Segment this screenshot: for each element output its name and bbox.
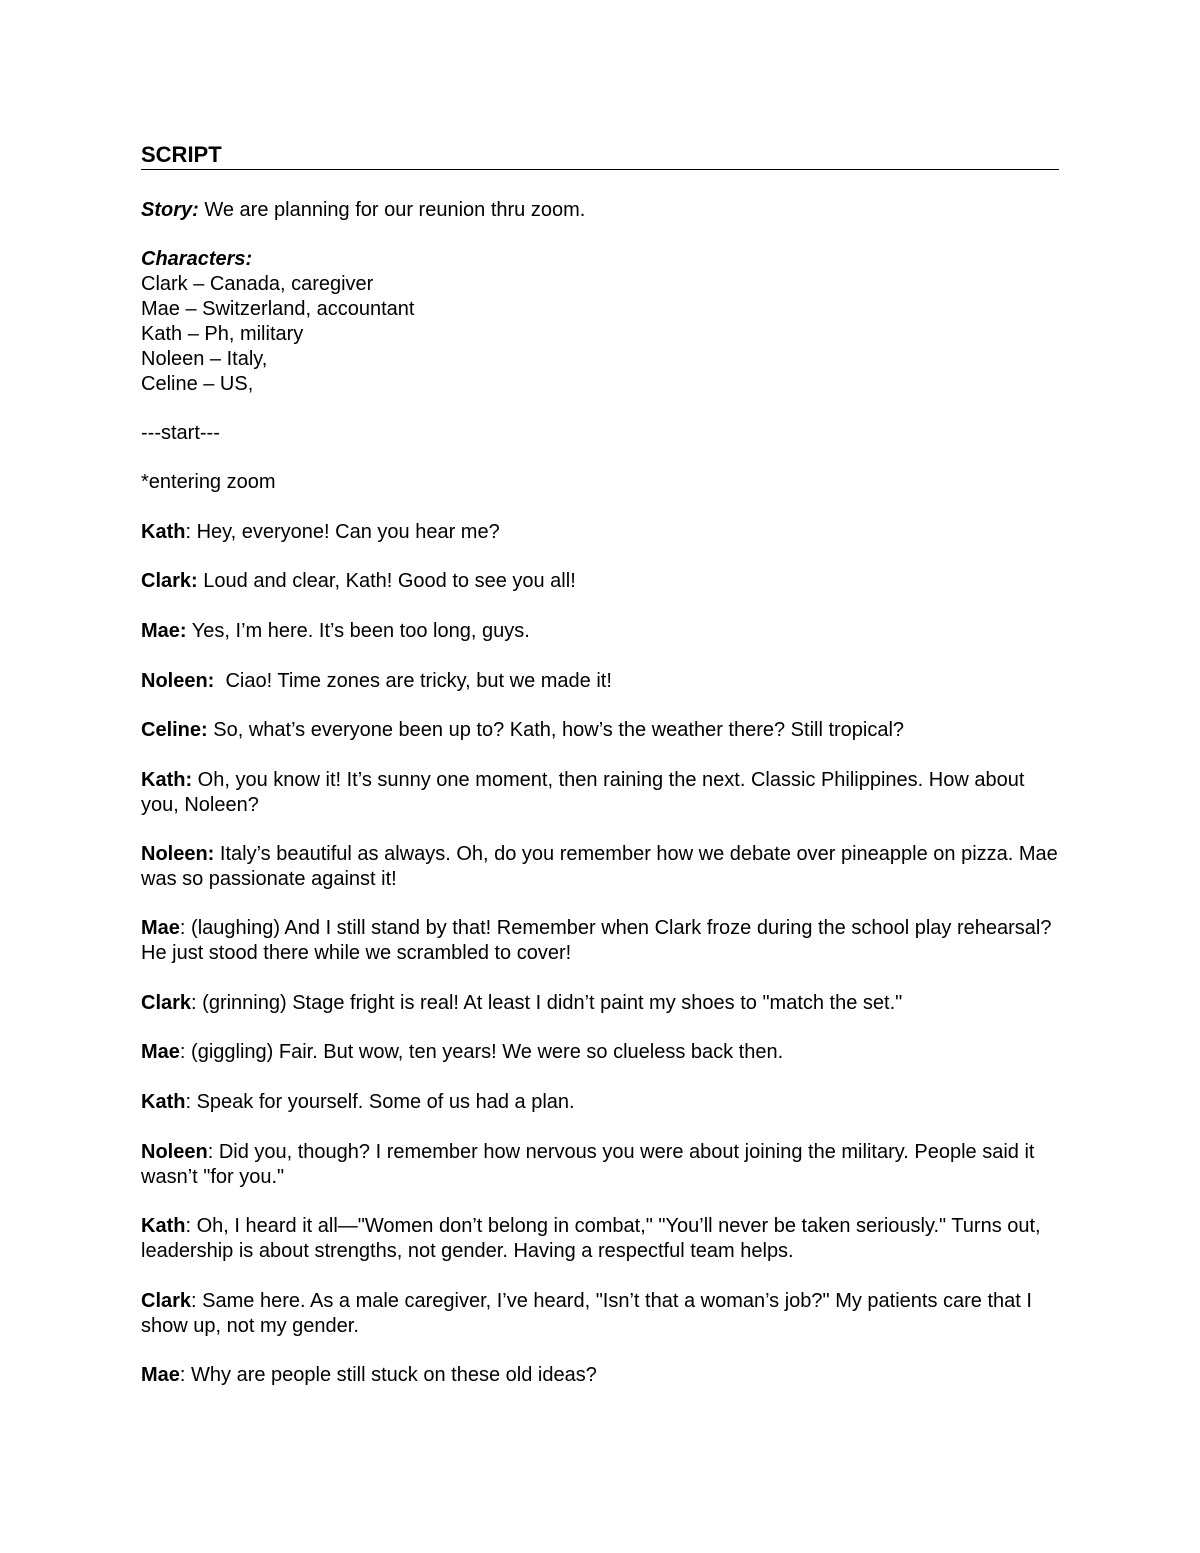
speaker-name: Mae — [141, 1041, 180, 1063]
dialogue-text: Same here. As a male caregiver, I’ve heard, "Isn’t that a woman’s job?" My patients care that I show up, not my gender. — [141, 1290, 1032, 1337]
speaker-name: Clark — [141, 992, 192, 1014]
speaker-name: Kath — [141, 1215, 186, 1237]
document-title: SCRIPT — [141, 142, 1059, 170]
dialogue-line — [141, 569, 1059, 594]
dialogue-text: Speak for yourself. Some of us had a plan. — [196, 1091, 575, 1113]
dialogue-text: Oh, you know it! It’s sunny one moment, then raining the next. Classic Philippines. How about you, Noleen? — [141, 769, 1025, 816]
character-entry: Kath – Ph, military — [141, 323, 304, 345]
dialogue-text: Italy’s beautiful as always. Oh, do you remember how we debate over pineapple on pizza. Mae was so passionate against it! — [141, 843, 1058, 890]
speaker-separator: : — [185, 1091, 197, 1113]
speaker-separator: : — [179, 1364, 192, 1386]
dialogue-line — [141, 718, 1059, 743]
dialogue-line — [141, 991, 1059, 1016]
character-entry: Mae – Switzerland, accountant — [141, 298, 415, 320]
story-text: We are planning for our reunion thru zoom. — [198, 199, 586, 221]
speaker-name: Kath — [141, 521, 186, 543]
dialogue-line — [141, 1040, 1059, 1065]
dialogue-line — [141, 916, 1059, 966]
speaker-name: Noleen: — [141, 843, 215, 865]
characters-section — [141, 247, 1059, 397]
speaker-name: Clark — [141, 1290, 192, 1312]
dialogue-text: Loud and clear, Kath! Good to see you all! — [203, 570, 576, 592]
speaker-name: Kath: — [141, 769, 193, 791]
speaker-separator: : — [207, 1141, 219, 1163]
dialogue-line — [141, 619, 1059, 644]
character-entry: Clark – Canada, caregiver — [141, 273, 374, 295]
speaker-name: Mae: — [141, 620, 187, 642]
speaker-name: Mae — [141, 1364, 180, 1386]
speaker-name: Clark: — [141, 570, 198, 592]
speaker-separator: : — [185, 1215, 197, 1237]
speaker-separator: : — [179, 1041, 192, 1063]
dialogue-text: Yes, I’m here. It’s been too long, guys. — [191, 620, 530, 642]
speaker-separator: : — [179, 917, 192, 939]
character-entry: Noleen – Italy, — [141, 348, 268, 370]
speaker-name: Kath — [141, 1091, 186, 1113]
dialogue-text: (giggling) Fair. But wow, ten years! We were so clueless back then. — [191, 1041, 784, 1063]
dialogue-text: (laughing) And I still stand by that! Remember when Clark froze during the school play rehearsal? He just stood there while we scrambled to cover! — [141, 917, 1052, 964]
dialogue-text: Hey, everyone! Can you hear me? — [196, 521, 500, 543]
story-label: Story: — [141, 199, 199, 221]
speaker-name: Noleen — [141, 1141, 208, 1163]
dialogue-text: (grinning) Stage fright is real! At least I didn’t paint my shoes to "match the set." — [202, 992, 903, 1014]
character-entry: Celine – US, — [141, 373, 254, 395]
speaker-name: Celine: — [141, 719, 208, 741]
story-line — [141, 198, 1059, 223]
dialogue-line — [141, 768, 1059, 818]
speaker-name: Mae — [141, 917, 180, 939]
characters-heading: Characters: — [141, 248, 253, 270]
dialogue-text: Ciao! Time zones are tricky, but we made it! — [225, 670, 612, 692]
dialogue-line — [141, 1289, 1059, 1339]
dialogue-line — [141, 1214, 1059, 1264]
dialogue-line — [141, 1090, 1059, 1115]
start-marker: ---start--- — [141, 422, 220, 444]
speaker-separator: : — [191, 1290, 203, 1312]
dialogue-text: Why are people still stuck on these old ideas? — [191, 1364, 597, 1386]
dialogue-line — [141, 1363, 1059, 1388]
dialogue-line — [141, 1140, 1059, 1190]
stage-direction: *entering zoom — [141, 471, 276, 493]
dialogue-text: Did you, though? I remember how nervous you were about joining the military. People said it wasn’t "for you." — [141, 1141, 1035, 1188]
dialogue-text: So, what’s everyone been up to? Kath, how’s the weather there? Still tropical? — [213, 719, 905, 741]
speaker-separator — [214, 670, 225, 692]
dialogue-line — [141, 669, 1059, 694]
dialogue-text: Oh, I heard it all—"Women don’t belong in combat," "You’ll never be taken seriously." Turns out, leadership is about strengths, not gender. Having a respectful team helps. — [141, 1215, 1041, 1262]
dialogue-line — [141, 520, 1059, 545]
speaker-separator: : — [191, 992, 203, 1014]
speaker-separator: : — [185, 521, 197, 543]
speaker-name: Noleen: — [141, 670, 215, 692]
dialogue-line — [141, 842, 1059, 892]
